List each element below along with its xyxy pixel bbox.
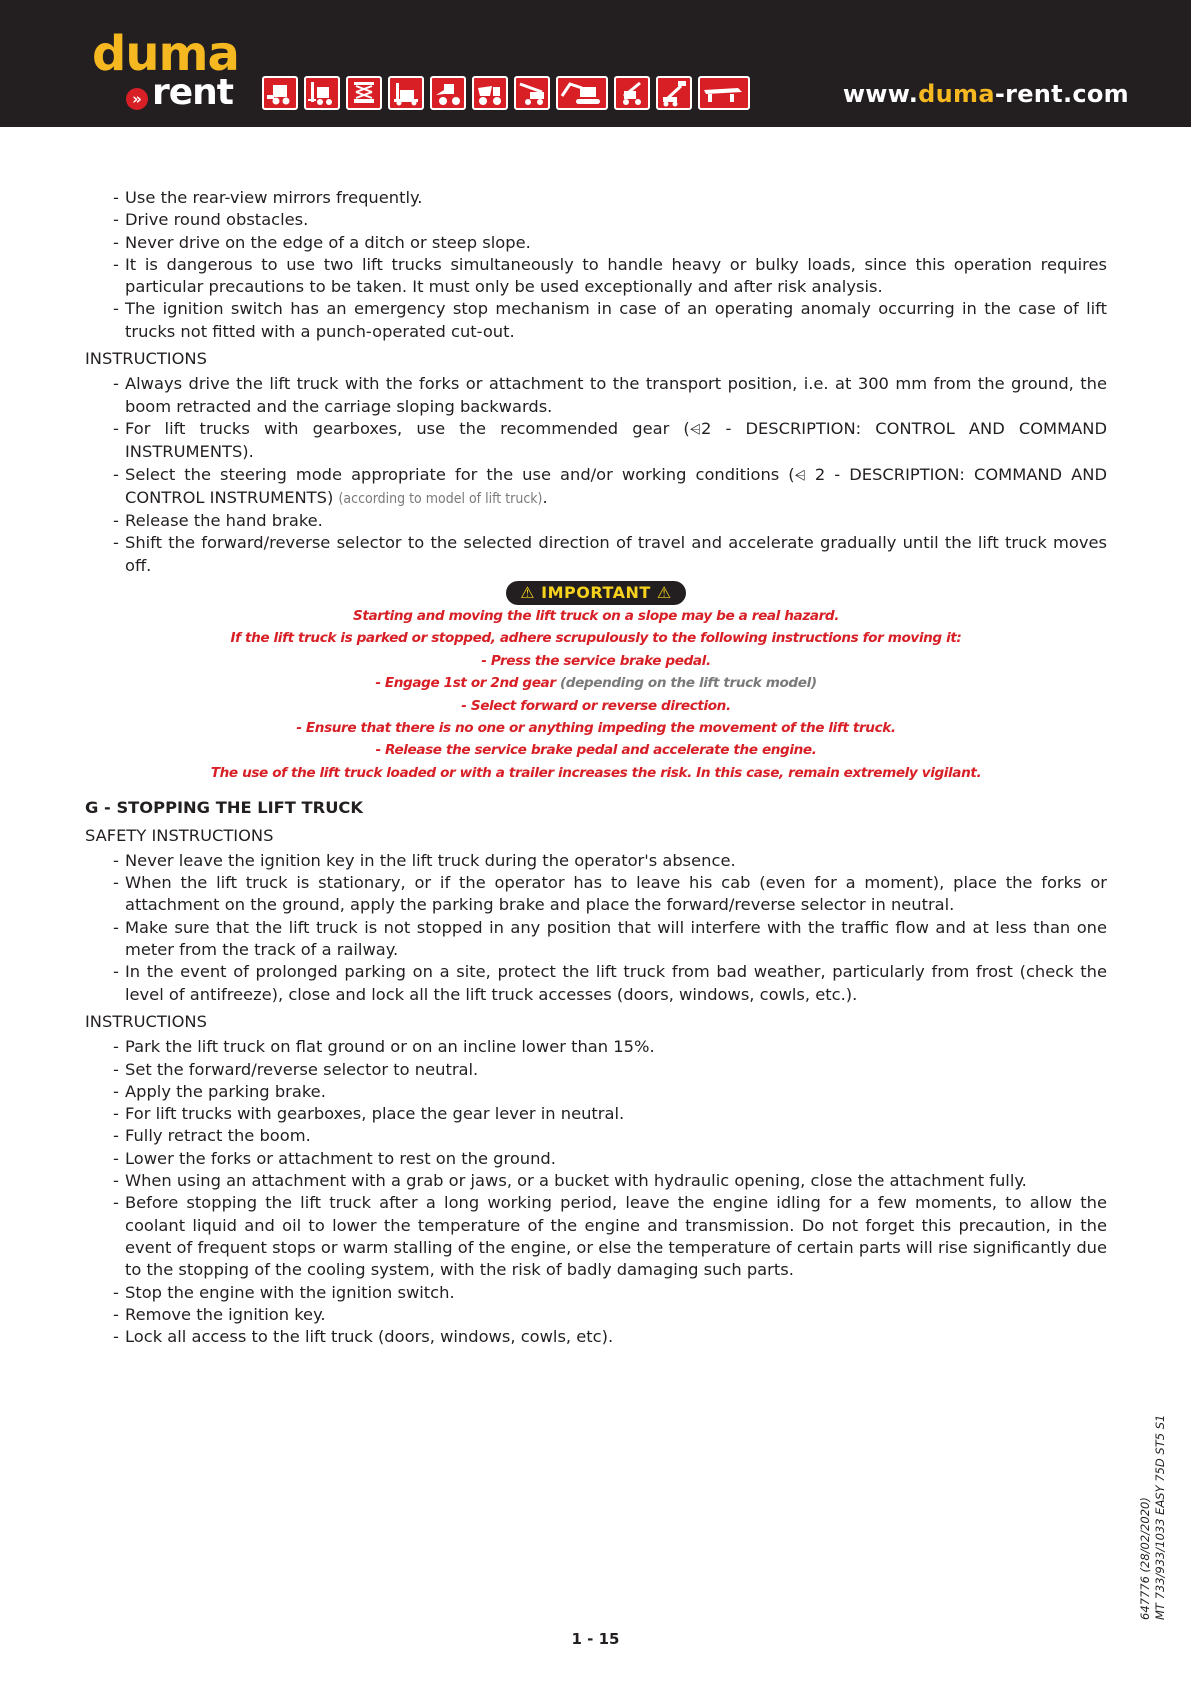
header-bar xyxy=(0,0,1191,127)
item-text: For lift trucks with gearboxes, use the recommended gear ( xyxy=(125,418,690,438)
list-item: - Never drive on the edge of a ditch or steep slope. xyxy=(113,232,1107,254)
reference-arrow-icon: ⩤ xyxy=(794,467,806,484)
pallet-truck-icon xyxy=(388,76,424,110)
url-suffix: -rent.com xyxy=(994,80,1129,108)
list-item xyxy=(113,464,1107,511)
important-line: If the lift truck is parked or stopped, adhere scrupulously to the following instructions for moving it: xyxy=(230,630,962,647)
driving-tips-list xyxy=(85,187,1107,343)
important-line: - Press the service brake pedal. xyxy=(481,652,711,669)
important-line xyxy=(85,672,1107,694)
list-item: - For lift trucks with gearboxes, place the gear lever in neutral. xyxy=(113,1103,1107,1125)
excavator-icon xyxy=(556,76,608,110)
important-badge: ⚠ IMPORTANT ⚠ xyxy=(506,581,686,605)
page-number: 1 - 15 xyxy=(571,1630,620,1648)
logo-duma-text: duma xyxy=(92,26,239,82)
machine-icon-strip xyxy=(262,76,750,110)
important-line: Starting and moving the lift truck on a slope may be a real hazard. xyxy=(353,608,839,625)
logo-arrows-icon: » xyxy=(126,88,148,110)
forklift-icon xyxy=(304,76,340,110)
list-item: - When the lift truck is stationary, or if the operator has to leave his cab (even for a moment), place the forks or attachment on the ground, apply the parking brake and place the forward/reverse selector in neutral. xyxy=(113,872,1107,917)
loader-icon xyxy=(430,76,466,110)
platform-truck-icon xyxy=(698,76,750,110)
list-item: - Release the hand brake. xyxy=(113,510,1107,532)
telehandler-icon xyxy=(614,76,650,110)
list-item: - Apply the parking brake. xyxy=(113,1081,1107,1103)
list-item: - Never leave the ignition key in the lift truck during the operator's absence. xyxy=(113,850,1107,872)
important-line: - Select forward or reverse direction. xyxy=(461,697,731,714)
list-item: - Drive round obstacles. xyxy=(113,209,1107,231)
safety-instructions-heading: SAFETY INSTRUCTIONS xyxy=(85,825,274,845)
list-item: - Remove the ignition key. xyxy=(113,1304,1107,1326)
duma-rent-logo[interactable] xyxy=(92,26,242,118)
cross-reference-link[interactable]: 2 - DESCRIPTION: COMMAND AND CONTROL INSTRUMENTS) xyxy=(125,464,1107,507)
important-line: - Release the service brake pedal and accelerate the engine. xyxy=(375,742,817,759)
important-line: The use of the lift truck loaded or with a trailer increases the risk. In this case, remain extremely vigilant. xyxy=(210,764,982,781)
stopping-instructions-list xyxy=(85,1036,1107,1348)
reference-arrow-icon: ⩤ xyxy=(689,421,701,438)
document-reference-text xyxy=(1138,1415,1168,1620)
list-item: - Always drive the lift truck with the forks or attachment to the transport position, i.e. at 300 mm from the ground, the boom retracted and the carriage sloping backwards. xyxy=(113,373,1107,418)
boom-lift-icon xyxy=(656,76,692,110)
model-note: (according to model of lift truck) xyxy=(338,490,543,507)
safety-instructions-list xyxy=(85,850,1107,1006)
section-title: G - STOPPING THE LIFT TRUCK xyxy=(85,798,363,818)
list-item: - The ignition switch has an emergency stop mechanism in case of an operating anomaly occurring in the case of lift trucks not fitted with a punch-operated cut-out. xyxy=(113,298,1107,343)
list-item: - Use the rear-view mirrors frequently. xyxy=(113,187,1107,209)
list-item: - In the event of prolonged parking on a site, protect the lift truck from bad weather, particularly from frost (check the level of antifreeze), close and lock all the lift truck accesses (doors, windows, cowls, etc.). xyxy=(113,961,1107,1006)
skid-steer-icon xyxy=(262,76,298,110)
important-line-text: - Engage 1st or 2nd gear xyxy=(375,675,556,692)
list-item: - When using an attachment with a grab or jaws, or a bucket with hydraulic opening, close the attachment fully. xyxy=(113,1170,1107,1192)
page-content xyxy=(85,187,1107,1348)
dumper-icon xyxy=(472,76,508,110)
list-item: - Fully retract the boom. xyxy=(113,1125,1107,1147)
list-item xyxy=(113,418,1107,464)
important-line: - Ensure that there is no one or anything impeding the movement of the lift truck. xyxy=(296,720,896,737)
item-text: Select the steering mode appropriate for the use and/or working conditions ( xyxy=(125,464,795,484)
important-box xyxy=(85,581,1107,784)
model-code: MT 733/933/1033 EASY 75D ST5 S1 xyxy=(1153,1414,1167,1620)
list-item: - Stop the engine with the ignition switch. xyxy=(113,1282,1107,1304)
list-item: - It is dangerous to use two lift trucks simultaneously to handle heavy or bulky loads, since this operation requires particular precautions to be taken. It must only be used exceptionally and after risk analysis. xyxy=(113,254,1107,299)
list-item: - Make sure that the lift truck is not stopped in any position that will interfere with the traffic flow and at less than one meter from the track of a railway. xyxy=(113,917,1107,962)
document-code: 647776 (28/02/2020) xyxy=(1138,1497,1152,1620)
crane-truck-icon xyxy=(514,76,550,110)
logo-rent-text: rent xyxy=(152,72,234,113)
list-item: - Lower the forks or attachment to rest on the ground. xyxy=(113,1148,1107,1170)
website-link[interactable] xyxy=(843,80,1129,108)
instructions-list xyxy=(85,373,1107,577)
instructions-heading: INSTRUCTIONS xyxy=(85,1011,207,1031)
list-item: - Shift the forward/reverse selector to the selected direction of travel and accelerate gradually until the lift truck moves off. xyxy=(113,532,1107,577)
cross-reference-link[interactable]: 2 - DESCRIPTION: CONTROL AND COMMAND INSTRUMENTS). xyxy=(125,418,1107,462)
list-item: - Park the lift truck on flat ground or on an incline lower than 15%. xyxy=(113,1036,1107,1058)
instructions-heading: INSTRUCTIONS xyxy=(85,349,207,369)
url-prefix: www. xyxy=(842,80,919,108)
url-highlight: duma xyxy=(918,80,995,108)
list-item: - Before stopping the lift truck after a long working period, leave the engine idling for a few moments, to allow the coolant liquid and oil to lower the temperature of the engine and transmission. Do not forget this precaution, in the event of frequent stops or warm stalling of the engine, or else the temperature of certain parts will rise significantly due to the stopping of the cooling system, with the risk of badly damaging such parts. xyxy=(113,1192,1107,1281)
item-text-end: . xyxy=(542,487,548,507)
list-item: - Lock all access to the lift truck (doors, windows, cowls, etc). xyxy=(113,1326,1107,1348)
important-gear-note: (depending on the lift truck model) xyxy=(555,675,817,692)
scissor-lift-icon xyxy=(346,76,382,110)
list-item: - Set the forward/reverse selector to neutral. xyxy=(113,1059,1107,1081)
